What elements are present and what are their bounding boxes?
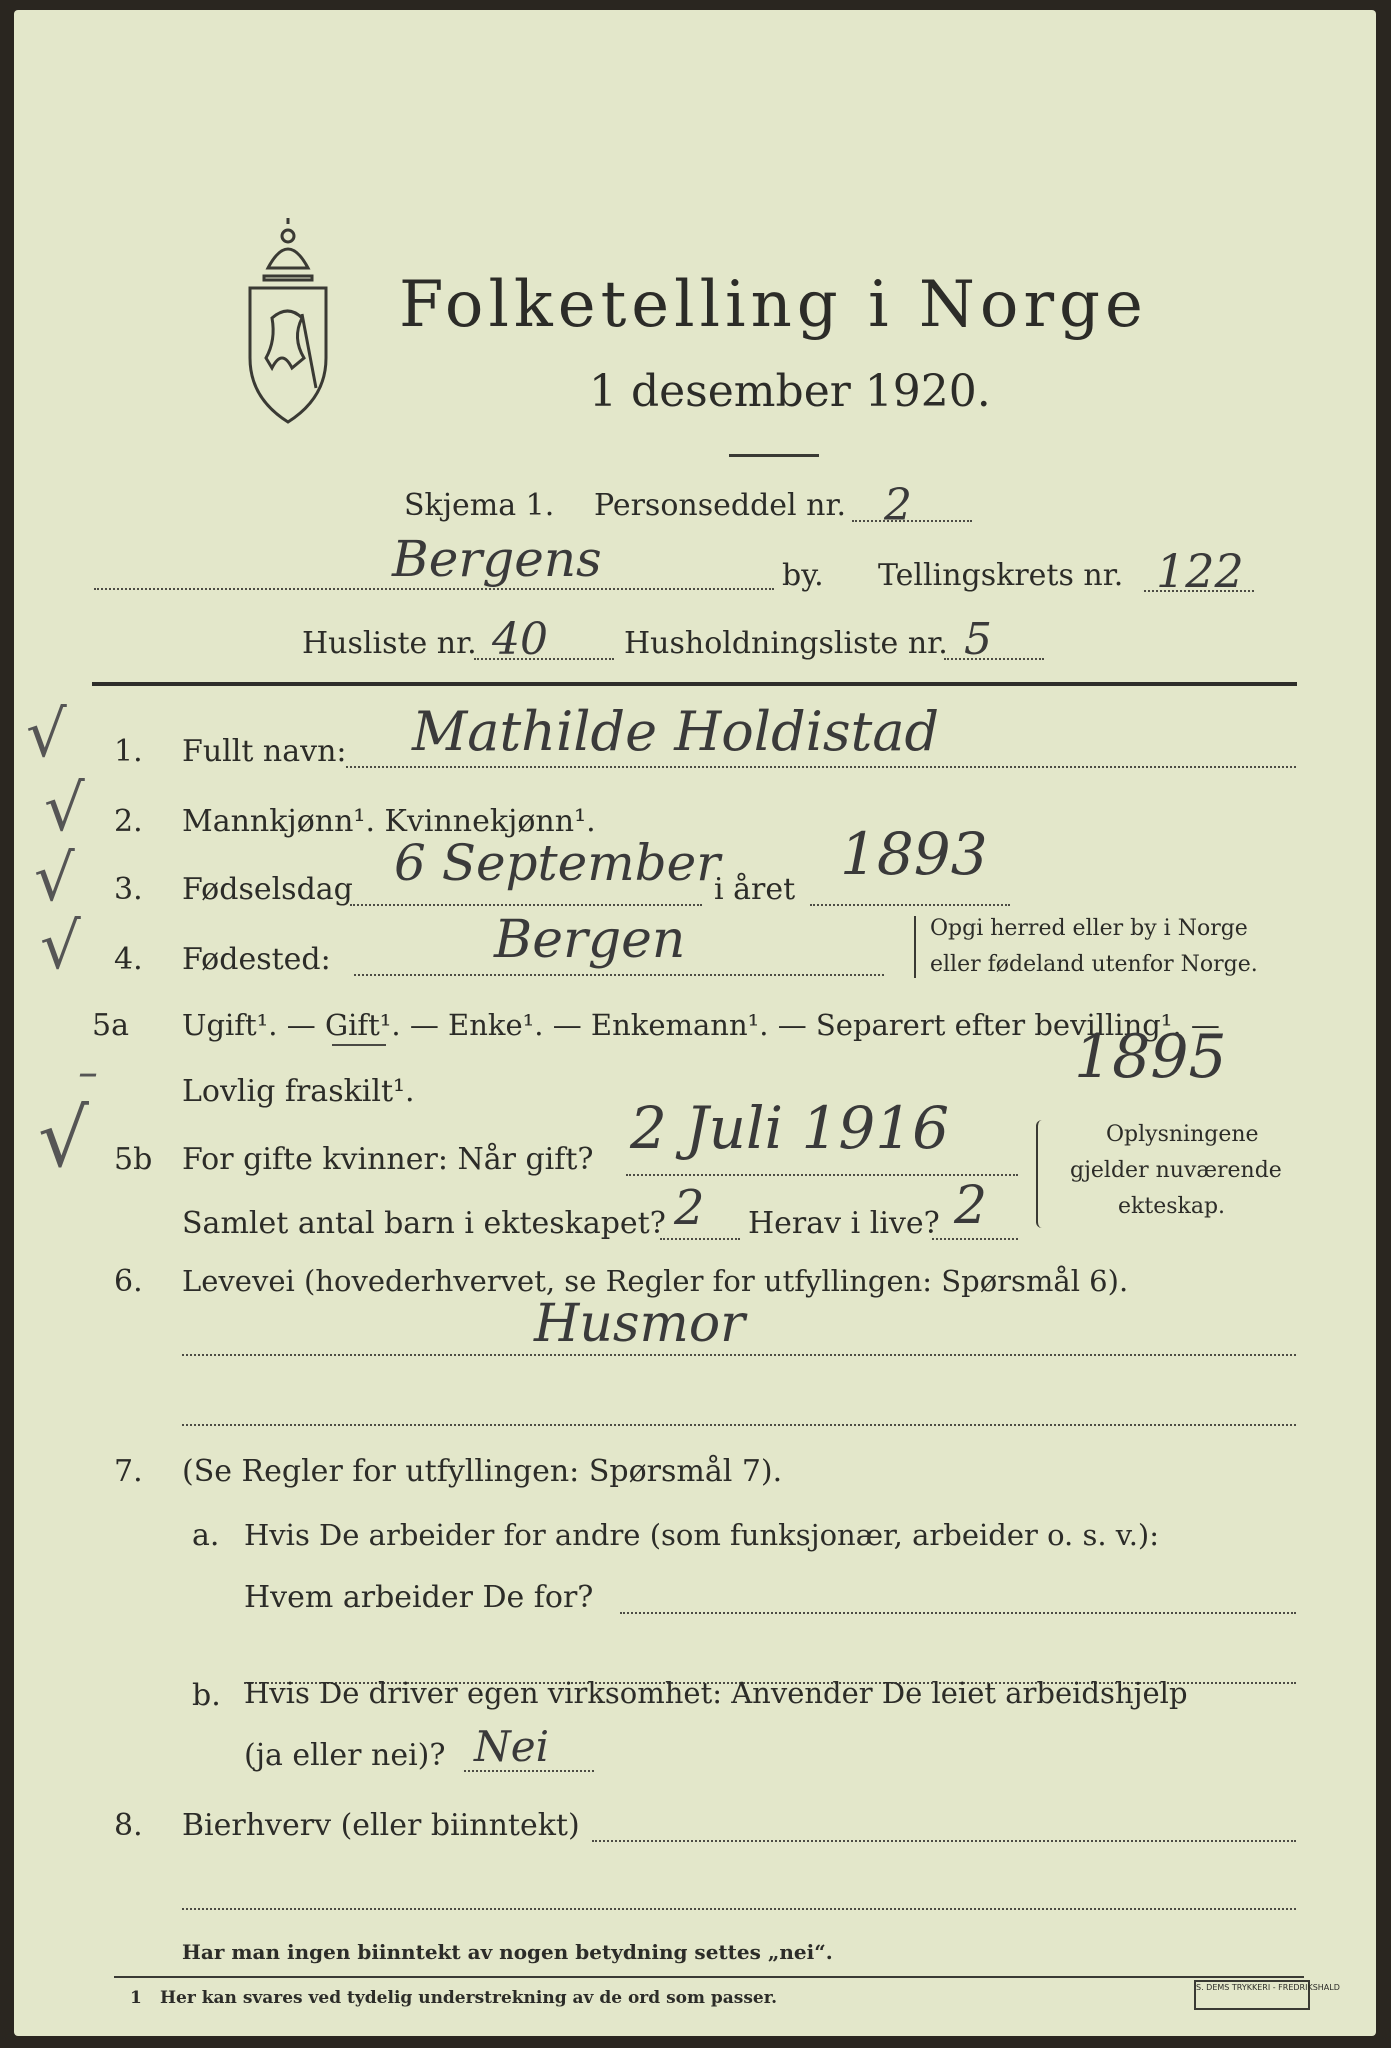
q3-label: Fødselsdag: [182, 872, 353, 907]
q5b-number: 5b: [114, 1142, 153, 1177]
husholdning-label: Husholdningsliste nr.: [624, 626, 948, 661]
city-line: [94, 588, 774, 590]
q6-label: Levevei (hovederhvervet, se Regler for utfyllingen: Spørsmål 6).: [182, 1264, 1129, 1298]
form-title: Folketelling i Norge: [399, 268, 1148, 342]
q4-note-line2: eller fødeland utenfor Norge.: [930, 952, 1258, 977]
q1-line: [346, 766, 1296, 768]
q7b-line1: Hvis De driver egen virksomhet: Anvender De leiet arbeidshjelp: [244, 1676, 1188, 1710]
q4-line: [354, 974, 884, 976]
norwegian-coat-of-arms-icon: [242, 218, 334, 426]
footnote-text: Her kan svares ved tydelig understrekning av de ord som passer.: [160, 1988, 778, 2008]
census-form-page: [14, 10, 1376, 2036]
husliste-label: Husliste nr.: [302, 626, 477, 661]
q5a-line2: Lovlig fraskilt¹.: [182, 1074, 415, 1109]
check-mark-icon: √: [44, 772, 85, 846]
husliste-value: 40: [492, 614, 548, 665]
footer-note: Har man ingen biinntekt av nogen betydning settes „nei“.: [182, 1940, 833, 1964]
check-mark-icon: √: [38, 1092, 89, 1185]
q5b-note-brace: [1036, 1120, 1046, 1228]
q6-line1: [182, 1354, 1296, 1356]
by-label: by.: [782, 558, 824, 593]
q5b-note-line3: ekteskap.: [1118, 1194, 1226, 1219]
q5b-alive-value: 2: [954, 1176, 988, 1236]
q8-line2: [182, 1908, 1296, 1910]
q8-label: Bierhverv (eller biinntekt): [182, 1808, 580, 1843]
q5b-children-line: [660, 1238, 740, 1240]
q5b-note-line1: Oplysningene: [1106, 1122, 1259, 1147]
q5a-number: 5a: [92, 1008, 129, 1043]
q3-year-label: i året: [714, 872, 796, 907]
q1-value: Mathilde Holdistad: [412, 700, 940, 763]
q1-number: 1.: [114, 734, 143, 769]
q5b-label: For gifte kvinner: Når gift?: [182, 1142, 594, 1177]
q7a-line1: Hvis De arbeider for andre (som funksjonær, arbeider o. s. v.):: [244, 1518, 1160, 1552]
q3-year-line: [810, 904, 1010, 906]
check-mark-icon: √: [40, 910, 81, 984]
q7-number: 7.: [114, 1454, 143, 1489]
printer-stamp: [1194, 1980, 1340, 2010]
dash-mark-icon: –: [78, 1050, 98, 1096]
q7a-letter: a.: [192, 1518, 220, 1553]
printer-stamp-text: S. DEMS TRYKKERI - FREDRIKSHALD: [1196, 1983, 1340, 1992]
q5b-children-label: Samlet antal barn i ekteskapet?: [182, 1206, 666, 1241]
header-rule: [92, 682, 1297, 686]
q6-value: Husmor: [534, 1294, 745, 1354]
q4-note-line1: Opgi herred eller by i Norge: [930, 916, 1248, 941]
q7-label: (Se Regler for utfyllingen: Spørsmål 7).: [182, 1454, 783, 1489]
q4-value: Bergen: [494, 910, 686, 970]
q7b-line2: (ja eller nei)?: [244, 1738, 446, 1773]
q8-number: 8.: [114, 1808, 143, 1843]
q5b-children-value: 2: [674, 1180, 705, 1236]
q4-label: Fødested:: [182, 942, 331, 977]
q1-label: Fullt navn:: [182, 734, 347, 769]
q3-number: 3.: [114, 872, 143, 907]
q8-line1: [592, 1840, 1296, 1842]
skjema-label: Skjema 1.: [404, 488, 555, 523]
q4-note-brace: [914, 916, 920, 978]
husholdning-line: [944, 658, 1044, 660]
footer-rule: [114, 1976, 1304, 1978]
footnote-mark: 1: [130, 1988, 142, 2008]
q4-number: 4.: [114, 942, 143, 977]
q7a-line: [620, 1612, 1296, 1614]
q7b-value: Nei: [474, 1722, 550, 1771]
q3-day-value: 6 September: [394, 834, 721, 892]
check-mark-icon: √: [34, 842, 75, 916]
q5b-alive-line: [932, 1238, 1018, 1240]
q3-day-line: [350, 904, 702, 906]
check-mark-icon: √: [26, 698, 67, 772]
q5a-gift-underline: [332, 1044, 386, 1046]
q5b-married-value: 2 Juli 1916: [630, 1094, 950, 1162]
q3-year-value: 1893: [840, 820, 988, 888]
tellingskrets-label: Tellingskrets nr.: [878, 558, 1124, 593]
q5a-marital-options: Ugift¹. — Gift¹. — Enke¹. — Enkemann¹. — Separert efter bevilling¹. —: [182, 1008, 1220, 1042]
q6-line2: [182, 1424, 1296, 1426]
title-divider: [729, 454, 819, 457]
q5b-alive-label: Herav i live?: [748, 1206, 940, 1241]
tellingskrets-value: 122: [1156, 544, 1244, 598]
q6-number: 6.: [114, 1264, 143, 1299]
personseddel-label: Personseddel nr.: [594, 488, 847, 523]
q2-number: 2.: [114, 804, 143, 839]
q2-label: Mannkjønn¹. Kvinnekjønn¹.: [182, 804, 596, 839]
q5b-note-line2: gjelder nuværende: [1070, 1158, 1282, 1183]
husholdning-value: 5: [964, 614, 992, 665]
q5a-margin-year: 1895: [1074, 1022, 1227, 1092]
census-date: 1 desember 1920.: [589, 366, 991, 417]
city-value: Bergens: [392, 530, 602, 588]
q7b-letter: b.: [192, 1678, 221, 1713]
personseddel-value: 2: [884, 480, 912, 531]
q7a-line2: Hvem arbeider De for?: [244, 1580, 594, 1615]
personseddel-line: [852, 520, 972, 522]
